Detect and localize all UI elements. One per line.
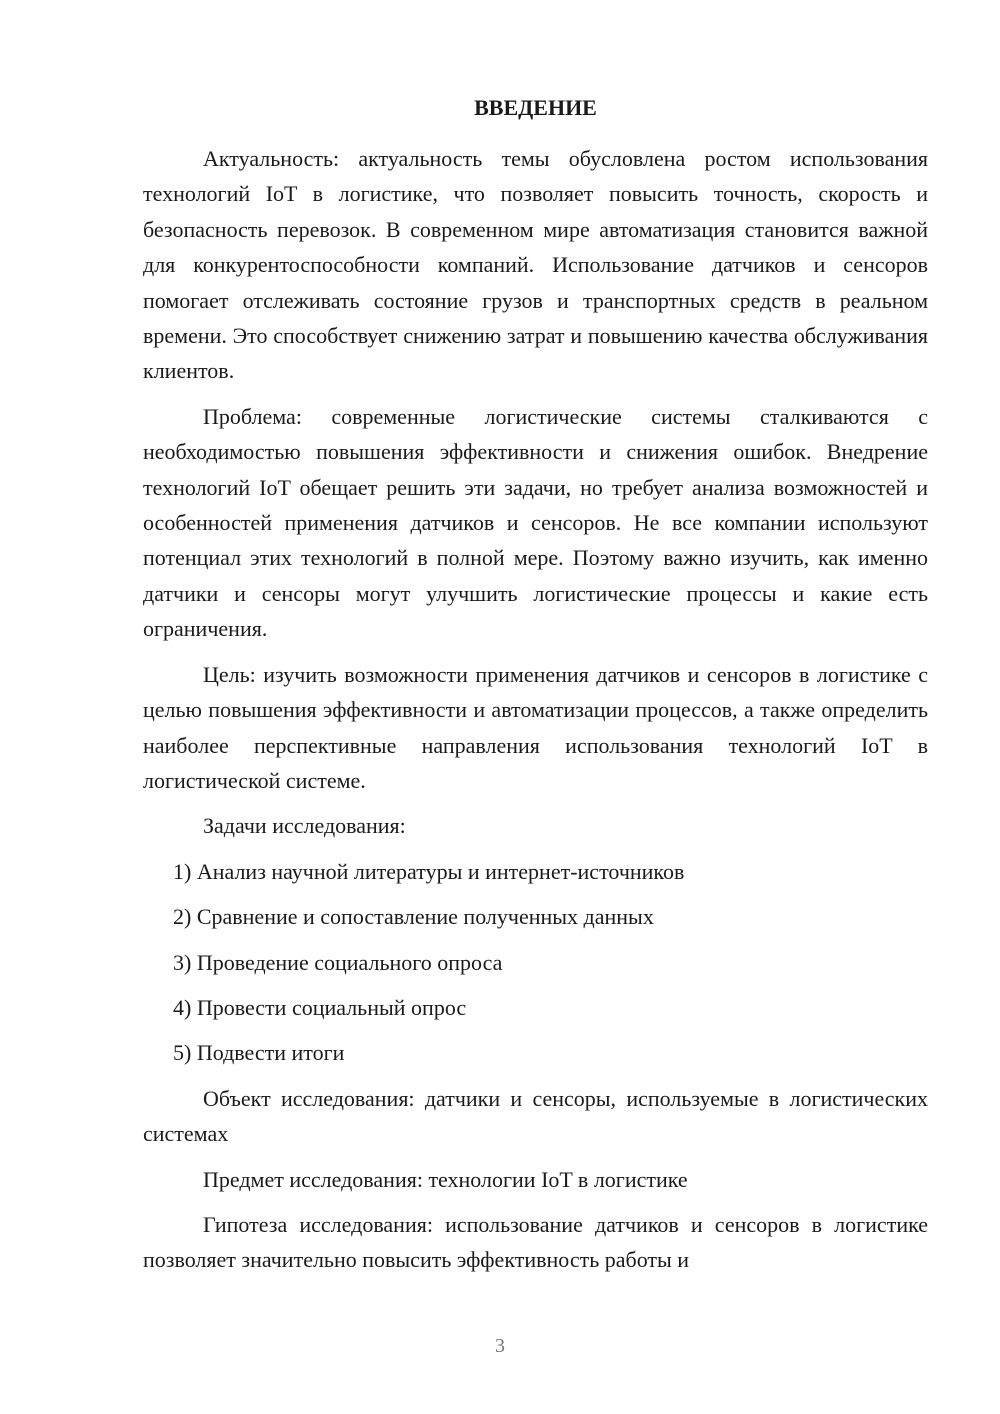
task-item-5: 5) Подвести итоги bbox=[173, 1040, 345, 1066]
hypothesis-paragraph: Гипотеза исследования: использование датчиков и сенсоров в логистике позволяет значительно повысить эффективность работы и bbox=[143, 1211, 928, 1273]
task-item-4: 4) Провести социальный опрос bbox=[173, 994, 467, 1020]
page-title: ВВЕДЕНИЕ bbox=[474, 95, 597, 120]
page-number: 3 bbox=[495, 1335, 505, 1357]
task-item-1: 1) Анализ научной литературы и интернет-источников bbox=[173, 858, 685, 884]
object-paragraph: Объект исследования: датчики и сенсоры, используемые в логистических системах bbox=[143, 1085, 928, 1147]
task-list bbox=[143, 854, 928, 1071]
page-content bbox=[143, 90, 928, 1288]
problem-paragraph: Проблема: современные логистические системы сталкиваются с необходимостью повышения эффективности и снижения ошибок. Внедрение технологий IoT обещает решить эти задачи, но требует анализа возможностей и особенностей применения датчиков и сенсоров. Не все компании используют потенциал этих технологий в полной мере. Поэтому важно изучить, как именно датчики и сенсоры могут улучшить логистические процессы и какие есть ограничения. bbox=[143, 403, 928, 642]
tasks-heading: Задачи исследования: bbox=[203, 813, 406, 839]
relevance-paragraph: Актуальность: актуальность темы обусловлена ростом использования технологий IoT в логистике, что позволяет повысить точность, скорость и безопасность перевозок. В современном мире автоматизация становится важной для конкурентоспособности компаний. Использование датчиков и сенсоров помогает отслеживать состояние грузов и транспортных средств в реальном времени. Это способствует снижению затрат и повышению качества обслуживания клиентов. bbox=[143, 146, 928, 384]
goal-paragraph: Цель: изучить возможности применения датчиков и сенсоров в логистике с целью повышения эффективности и автоматизации процессов, а также определить наиболее перспективные направления использования технологий IoT в логистической системе. bbox=[143, 661, 928, 793]
task-item-2: 2) Сравнение и сопоставление полученных данных bbox=[173, 904, 654, 930]
subject-paragraph: Предмет исследования: технологии IoT в логистике bbox=[203, 1166, 688, 1192]
task-item-3: 3) Проведение социального опроса bbox=[173, 949, 503, 975]
